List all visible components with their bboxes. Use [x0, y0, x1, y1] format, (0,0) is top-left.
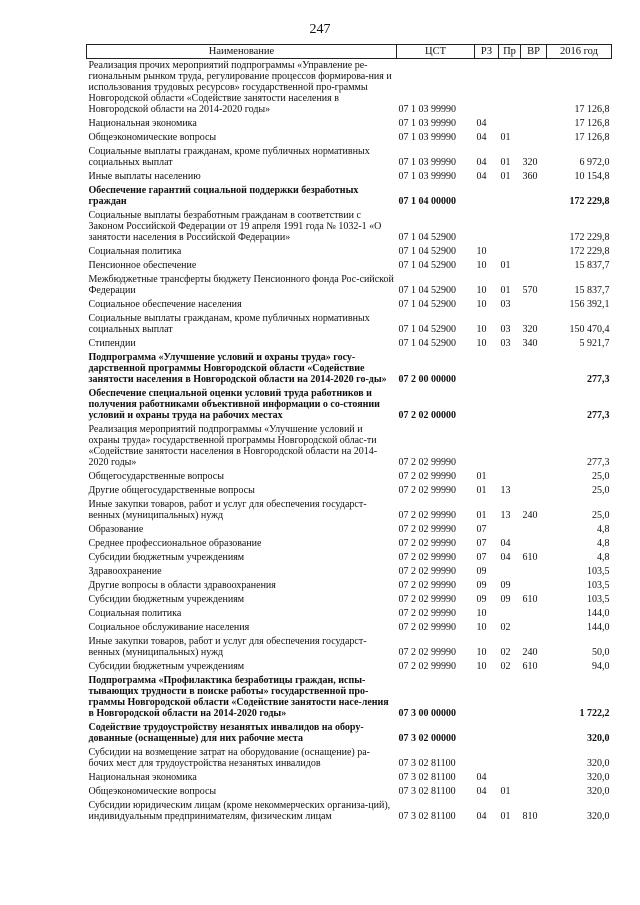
header-pr: Пр [499, 45, 521, 59]
table-body [87, 59, 612, 825]
row-cst: 07 2 02 99990 [398, 608, 456, 619]
table-row [87, 523, 612, 537]
row-cst: 07 1 04 52900 [398, 246, 456, 257]
row-rz: 10 [476, 661, 487, 672]
row-pr: 03 [500, 338, 511, 349]
row-cst: 07 1 04 00000 [398, 196, 456, 207]
row-vr: 240 [522, 647, 538, 658]
row-vr: 610 [522, 661, 538, 672]
row-name: Иные выплаты населению [88, 171, 201, 182]
row-amount: 6 972,0 [579, 157, 610, 168]
row-pr [499, 607, 521, 621]
row-cst: 07 3 02 81100 [398, 772, 456, 783]
row-rz: 01 [476, 471, 487, 482]
row-name: Субсидии бюджетным учреждениям [88, 552, 245, 563]
row-vr [521, 621, 547, 635]
row-rz: 10 [476, 260, 487, 271]
table-row [87, 621, 612, 635]
row-vr: 320 [522, 157, 538, 168]
row-rz: 10 [476, 299, 487, 310]
row-name: Среднее профессиональное образование [88, 538, 262, 549]
table-row [87, 59, 612, 118]
row-name: Субсидии бюджетным учреждениям [88, 594, 245, 605]
row-cst: 07 2 02 99990 [398, 485, 456, 496]
row-vr [521, 245, 547, 259]
row-amount: 320,0 [587, 758, 610, 769]
row-vr [521, 59, 547, 118]
row-name: Социальное обслуживание населения [88, 622, 250, 633]
row-name: Подпрограмма «Профилактика безработицы граждан, испы-тывающих трудности в поиске работы» государственной про-граммы Новгородской области «Содействие занятости насе-ления в Новгородской области на 2014-2020 годы» [88, 675, 389, 719]
header-cst: ЦСТ [397, 45, 475, 59]
table-row [87, 799, 612, 824]
row-rz: 04 [476, 786, 487, 797]
row-rz: 01 [476, 485, 487, 496]
row-pr: 04 [500, 538, 511, 549]
row-rz: 10 [476, 324, 487, 335]
row-rz: 07 [476, 524, 487, 535]
table-row [87, 746, 612, 771]
row-amount: 17 126,8 [574, 118, 610, 129]
row-pr [499, 59, 521, 118]
table-row [87, 145, 612, 170]
row-pr: 01 [500, 260, 511, 271]
row-amount: 17 126,8 [574, 104, 610, 115]
row-pr: 02 [500, 647, 511, 658]
row-amount: 17 126,8 [574, 132, 610, 143]
row-amount: 144,0 [587, 608, 610, 619]
budget-table [86, 44, 612, 824]
row-rz: 04 [476, 132, 487, 143]
row-pr: 01 [500, 285, 511, 296]
row-cst: 07 2 02 99990 [398, 594, 456, 605]
row-name: Социальная политика [88, 608, 182, 619]
row-rz [475, 746, 499, 771]
row-amount: 4,8 [597, 552, 610, 563]
row-name: Социальная политика [88, 246, 182, 257]
table-row [87, 245, 612, 259]
row-name: Пенсионное обеспечение [88, 260, 197, 271]
row-amount: 50,0 [592, 647, 610, 658]
table-header-row [87, 45, 612, 59]
row-vr [521, 721, 547, 746]
row-name: Другие общегосударственные вопросы [88, 485, 255, 496]
row-rz: 04 [476, 811, 487, 822]
row-rz: 09 [476, 580, 487, 591]
row-name: Реализация мероприятий подпрограммы «Улучшение условий и охраны труда» государственной программы Новгородской облас-ти «Содействие занятости населения в Новгородской области на 2014-2020 годы» [88, 424, 378, 468]
row-amount: 25,0 [592, 510, 610, 521]
row-amount: 4,8 [597, 538, 610, 549]
row-vr [521, 674, 547, 721]
row-amount: 277,3 [587, 457, 610, 468]
row-cst: 07 1 03 99990 [398, 118, 456, 129]
row-pr [499, 523, 521, 537]
table-row [87, 273, 612, 298]
row-cst: 07 2 02 99990 [398, 661, 456, 672]
row-pr [499, 387, 521, 423]
row-vr [521, 771, 547, 785]
row-cst: 07 1 03 99990 [398, 104, 456, 115]
row-cst: 07 2 02 99990 [398, 566, 456, 577]
row-rz [475, 387, 499, 423]
table-row [87, 209, 612, 245]
row-name: Межбюджетные трансферты бюджету Пенсионного фонда Рос-сийской Федерации [88, 274, 394, 296]
row-amount: 172 229,8 [569, 196, 610, 207]
row-amount: 103,5 [587, 566, 610, 577]
row-rz: 10 [476, 608, 487, 619]
row-vr: 610 [522, 594, 538, 605]
row-vr [521, 484, 547, 498]
row-amount: 277,3 [587, 374, 610, 385]
row-vr [521, 131, 547, 145]
table-row [87, 387, 612, 423]
row-vr [521, 785, 547, 799]
row-rz [475, 184, 499, 209]
row-vr: 360 [522, 171, 538, 182]
header-year: 2016 год [547, 45, 612, 59]
table-row [87, 423, 612, 470]
row-pr [499, 721, 521, 746]
row-cst: 07 3 02 81100 [398, 811, 456, 822]
header-rz: РЗ [475, 45, 499, 59]
row-name: Содействие трудоустройству незанятых инвалидов на обору-дованные (оснащенные) для них рабочие места [88, 722, 364, 744]
table-row [87, 170, 612, 184]
row-amount: 103,5 [587, 594, 610, 605]
row-cst: 07 2 02 99990 [398, 647, 456, 658]
row-name: Социальное обеспечение населения [88, 299, 242, 310]
row-name: Субсидии бюджетным учреждениям [88, 661, 245, 672]
row-vr: 240 [522, 510, 538, 521]
table-row [87, 184, 612, 209]
row-pr: 09 [500, 594, 511, 605]
table-row [87, 785, 612, 799]
table-row [87, 484, 612, 498]
row-rz [475, 351, 499, 387]
table-row [87, 771, 612, 785]
header-name: Наименование [87, 45, 397, 59]
row-cst: 07 2 00 00000 [398, 374, 456, 385]
row-rz [475, 59, 499, 118]
row-cst: 07 2 02 99990 [398, 580, 456, 591]
row-rz: 04 [476, 118, 487, 129]
table-row [87, 351, 612, 387]
row-cst: 07 2 02 99990 [398, 622, 456, 633]
row-cst: 07 3 02 00000 [398, 733, 456, 744]
row-amount: 5 921,7 [579, 338, 610, 349]
row-pr [499, 565, 521, 579]
table-row [87, 498, 612, 523]
row-vr: 810 [522, 811, 538, 822]
row-pr: 04 [500, 552, 511, 563]
row-name: Социальные выплаты гражданам, кроме публичных нормативных социальных выплат [88, 146, 370, 168]
row-pr: 02 [500, 622, 511, 633]
table-row [87, 635, 612, 660]
row-cst: 07 1 04 52900 [398, 260, 456, 271]
table-row [87, 131, 612, 145]
row-amount: 1 722,2 [579, 708, 610, 719]
row-pr: 01 [500, 171, 511, 182]
table-row [87, 259, 612, 273]
row-name: Обеспечение гарантий социальной поддержки безработных граждан [88, 185, 359, 207]
row-amount: 320,0 [587, 733, 610, 744]
row-rz: 10 [476, 285, 487, 296]
row-cst: 07 1 04 52900 [398, 324, 456, 335]
row-amount: 172 229,8 [569, 246, 610, 257]
row-cst: 07 3 00 00000 [398, 708, 456, 719]
table-row [87, 721, 612, 746]
row-name: Национальная экономика [88, 118, 197, 129]
row-name: Субсидии юридическим лицам (кроме некоммерческих организа-ций), индивидуальным предпринимателям, физическим лицам [88, 800, 391, 822]
row-name: Реализация прочих мероприятий подпрограммы «Управление ре-гиональным рынком труда, регулирование процессов формирова-ния и использования трудовых ресурсов» государственной про-граммы Новгородской области «Содействие занятости населения в Новгородской области на 2014-2020 годы» [88, 60, 392, 115]
table-row [87, 470, 612, 484]
row-vr [521, 298, 547, 312]
row-amount: 15 837,7 [574, 285, 610, 296]
row-pr: 03 [500, 299, 511, 310]
row-cst: 07 3 02 81100 [398, 758, 456, 769]
row-vr [521, 259, 547, 273]
row-rz: 10 [476, 647, 487, 658]
row-amount: 15 837,7 [574, 260, 610, 271]
header-vr: ВР [521, 45, 547, 59]
row-vr [521, 184, 547, 209]
row-rz [475, 674, 499, 721]
table-row [87, 660, 612, 674]
row-pr: 01 [500, 132, 511, 143]
row-vr [521, 387, 547, 423]
row-amount: 94,0 [592, 661, 610, 672]
row-amount: 320,0 [587, 811, 610, 822]
row-amount: 25,0 [592, 471, 610, 482]
row-rz: 09 [476, 566, 487, 577]
row-vr [521, 117, 547, 131]
row-name: Социальные выплаты гражданам, кроме публичных нормативных социальных выплат [88, 313, 370, 335]
row-name: Подпрограмма «Улучшение условий и охраны труда» госу-дарственной программы Новгородской области «Содействие занятости населения в Новгородской области на 2014-2020 го-ды» [88, 352, 387, 385]
table-row [87, 337, 612, 351]
row-name: Национальная экономика [88, 772, 197, 783]
row-amount: 150 470,4 [569, 324, 610, 335]
row-rz [475, 721, 499, 746]
row-cst: 07 1 04 52900 [398, 338, 456, 349]
row-rz: 01 [476, 510, 487, 521]
row-rz: 07 [476, 552, 487, 563]
row-name: Стипендии [88, 338, 136, 349]
row-cst: 07 2 02 99990 [398, 524, 456, 535]
row-amount: 277,3 [587, 410, 610, 421]
table-row [87, 565, 612, 579]
row-pr: 02 [500, 661, 511, 672]
row-amount: 10 154,8 [574, 171, 610, 182]
row-pr [499, 117, 521, 131]
row-name: Общеэкономические вопросы [88, 132, 217, 143]
row-cst: 07 1 04 52900 [398, 285, 456, 296]
row-vr: 340 [522, 338, 538, 349]
table-row [87, 551, 612, 565]
table-row [87, 593, 612, 607]
row-amount: 25,0 [592, 485, 610, 496]
row-cst: 07 1 03 99990 [398, 132, 456, 143]
row-vr [521, 607, 547, 621]
row-cst: 07 2 02 99990 [398, 538, 456, 549]
row-cst: 07 2 02 99990 [398, 471, 456, 482]
row-amount: 320,0 [587, 786, 610, 797]
row-cst: 07 1 04 52900 [398, 299, 456, 310]
table-row [87, 607, 612, 621]
row-vr: 320 [522, 324, 538, 335]
row-cst: 07 2 02 99990 [398, 457, 456, 468]
row-vr [521, 565, 547, 579]
row-rz: 10 [476, 246, 487, 257]
row-name: Общегосударственные вопросы [88, 471, 224, 482]
table-row [87, 579, 612, 593]
row-vr [521, 579, 547, 593]
row-pr [499, 674, 521, 721]
row-rz: 10 [476, 622, 487, 633]
row-vr: 570 [522, 285, 538, 296]
row-cst: 07 2 02 99990 [398, 552, 456, 563]
table-row [87, 312, 612, 337]
row-amount: 4,8 [597, 524, 610, 535]
row-amount: 320,0 [587, 772, 610, 783]
row-cst: 07 3 02 81100 [398, 786, 456, 797]
row-name: Обеспечение специальной оценки условий труда работников и получения работниками объективной информации о со-стоянии условий и охраны труда на рабочих местах [88, 388, 380, 421]
row-amount: 172 229,8 [569, 232, 610, 243]
row-pr: 03 [500, 324, 511, 335]
row-vr [521, 470, 547, 484]
row-pr: 01 [500, 786, 511, 797]
row-vr [521, 423, 547, 470]
row-name: Образование [88, 524, 144, 535]
row-pr: 01 [500, 811, 511, 822]
row-name: Субсидии на возмещение затрат на оборудование (оснащение) ра-бочих мест для трудоустройства незанятых инвалидов [88, 747, 370, 769]
row-rz: 07 [476, 538, 487, 549]
row-pr [499, 771, 521, 785]
row-name: Иные закупки товаров, работ и услуг для обеспечения государст-венных (муниципальных) нужд [88, 636, 367, 658]
row-pr [499, 184, 521, 209]
row-vr [521, 209, 547, 245]
row-rz: 04 [476, 772, 487, 783]
row-pr: 13 [500, 510, 511, 521]
row-vr [521, 746, 547, 771]
row-vr: 610 [522, 552, 538, 563]
row-cst: 07 1 03 99990 [398, 157, 456, 168]
row-rz: 09 [476, 594, 487, 605]
row-amount: 144,0 [587, 622, 610, 633]
row-cst: 07 2 02 99990 [398, 510, 456, 521]
row-name: Общеэкономические вопросы [88, 786, 217, 797]
row-vr [521, 523, 547, 537]
table-row [87, 674, 612, 721]
row-rz [475, 423, 499, 470]
row-pr: 13 [500, 485, 511, 496]
row-rz: 10 [476, 338, 487, 349]
table-row [87, 537, 612, 551]
row-pr: 01 [500, 157, 511, 168]
row-pr [499, 209, 521, 245]
row-name: Здравоохранение [88, 566, 162, 577]
row-name: Иные закупки товаров, работ и услуг для обеспечения государст-венных (муниципальных) нужд [88, 499, 367, 521]
row-pr: 09 [500, 580, 511, 591]
row-name: Социальные выплаты безработным гражданам в соответствии с Законом Российской Федерации от 19 апреля 1991 года № 1032-1 «О занятости населения в Российской Федерации» [88, 210, 382, 243]
row-vr [521, 351, 547, 387]
row-name: Другие вопросы в области здравоохранения [88, 580, 276, 591]
page-number: 247 [309, 22, 331, 37]
row-cst: 07 2 02 00000 [398, 410, 456, 421]
row-pr [499, 470, 521, 484]
row-amount: 156 392,1 [569, 299, 610, 310]
row-vr [521, 537, 547, 551]
row-cst: 07 1 03 99990 [398, 171, 456, 182]
row-pr [499, 351, 521, 387]
row-amount: 103,5 [587, 580, 610, 591]
table-row [87, 117, 612, 131]
table-row [87, 298, 612, 312]
row-pr [499, 746, 521, 771]
row-cst: 07 1 04 52900 [398, 232, 456, 243]
row-pr [499, 423, 521, 470]
row-rz: 04 [476, 157, 487, 168]
row-rz: 04 [476, 171, 487, 182]
row-rz [475, 209, 499, 245]
row-pr [499, 245, 521, 259]
